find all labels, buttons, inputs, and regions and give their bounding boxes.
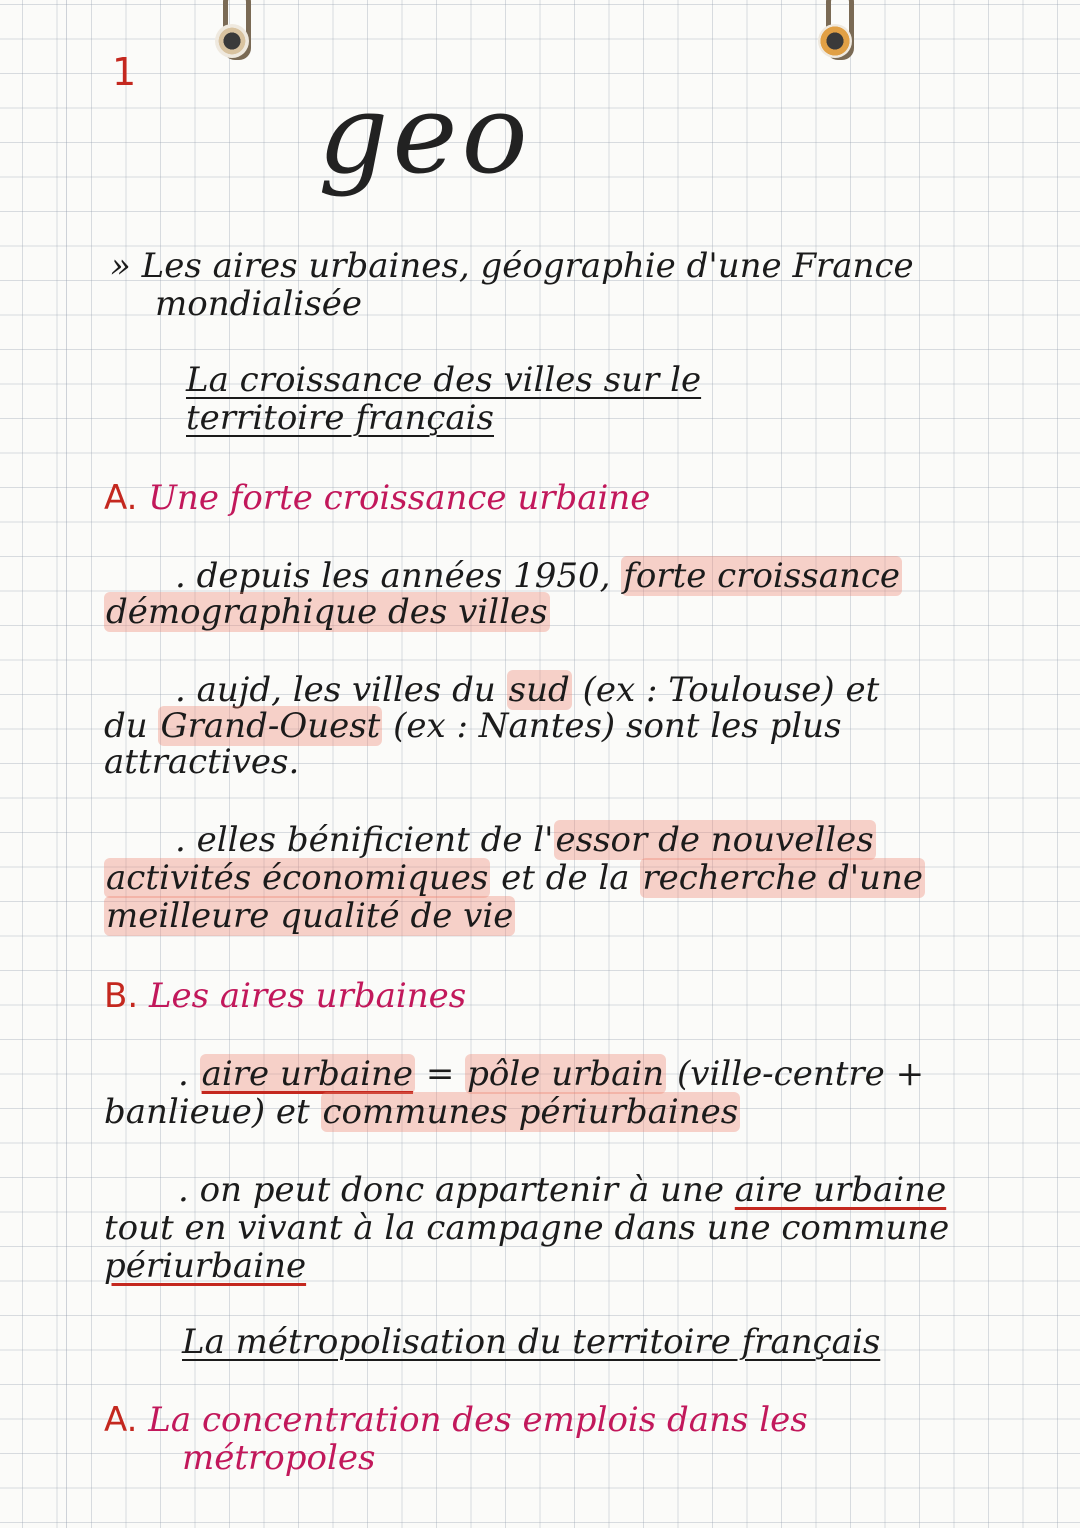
bullet-a2-line2	[104, 706, 842, 746]
section-a-letter: A.	[104, 478, 138, 518]
bullet-a3-line2	[104, 858, 925, 898]
bullet-a3-highlight: essor de nouvelles	[555, 820, 874, 860]
bullet-a2-line1	[175, 670, 879, 710]
bullet-a1-text: . depuis les années 1950,	[175, 556, 611, 596]
bullet-a1-highlight-2: démographique des villes	[106, 592, 548, 632]
bullet-b1-text: (ville-centre +	[676, 1054, 925, 1094]
part2-section-a-line2: métropoles	[182, 1438, 376, 1478]
part2-heading: La métropolisation du territoire français	[182, 1322, 881, 1362]
chapter-title-line2: mondialisée	[155, 284, 362, 324]
bullet-a1-highlight: forte croissance	[623, 556, 901, 596]
bullet-a3-text-2: et de la	[501, 858, 630, 898]
margin-line	[66, 0, 67, 1528]
bullet-a2-text: . aujd, les villes du	[175, 670, 496, 710]
bullet-b2-text: . on peut donc appartenir à une	[178, 1170, 724, 1210]
chapter-title-line1	[110, 246, 914, 286]
bullet-a3-highlight-2: activités économiques	[106, 858, 489, 898]
section-b-label: Les aires urbaines	[148, 976, 467, 1016]
section-b-title	[104, 976, 466, 1016]
bullet-a1-line1	[175, 556, 902, 596]
bullet-b2-term: aire urbaine	[734, 1170, 947, 1210]
bullet-b2-line3: périurbaine	[104, 1246, 307, 1286]
part1-heading-line1: La croissance des villes sur le	[186, 360, 702, 400]
bullet-a2-text-2: (ex : Toulouse) et	[582, 670, 880, 710]
part2-section-a-line1	[104, 1400, 808, 1440]
bullet-b1-highlight-2: communes périurbaines	[322, 1092, 739, 1132]
part2-section-a-label: La concentration des emplois dans les	[148, 1400, 808, 1440]
bullet-a1-line2	[104, 592, 550, 632]
bullet-a2-text-4: (ex : Nantes) sont les plus	[393, 706, 842, 746]
bullet-b1-dot: .	[178, 1054, 189, 1094]
bullet-b2-line1	[178, 1170, 946, 1210]
section-a-title	[104, 478, 650, 518]
bullet-a3-line3	[104, 896, 515, 936]
bullet-a3-line1	[175, 820, 876, 860]
binder-ring-right	[818, 0, 856, 64]
bullet-a2-line3: attractives.	[104, 742, 300, 782]
bullet-b1-line2	[104, 1092, 740, 1132]
section-a-label: Une forte croissance urbaine	[148, 478, 651, 518]
part1-heading-line2: territoire français	[186, 398, 494, 438]
bullet-b1-line1	[178, 1054, 924, 1094]
bullet-b1-term: aire urbaine	[201, 1054, 414, 1094]
chapter-title: Les aires urbaines, géographie d'une France	[141, 246, 914, 286]
bullet-a2-highlight: sud	[508, 670, 570, 710]
bullet-b1-equals: =	[425, 1054, 455, 1094]
bullet-a2-highlight-2: Grand-Ouest	[160, 706, 381, 746]
page-number: 1	[112, 50, 137, 94]
bullet-a3-highlight-4: meilleure qualité de vie	[106, 896, 514, 936]
bullet-a2-text-3: du	[104, 706, 148, 746]
chapter-marker: »	[110, 246, 131, 286]
bullet-b1-text-2: banlieue) et	[104, 1092, 310, 1132]
bullet-a3-highlight-3: recherche d'une	[642, 858, 923, 898]
section-b-letter: B.	[104, 976, 139, 1016]
bullet-b1-highlight: pôle urbain	[467, 1054, 665, 1094]
bullet-b2-line2: tout en vivant à la campagne dans une commune	[104, 1208, 950, 1248]
part2-section-a-letter: A.	[104, 1400, 138, 1440]
binder-ring-left	[215, 0, 253, 64]
page-title: geo	[318, 70, 532, 198]
bullet-a3-text: . elles bénificient de l'	[175, 820, 554, 860]
